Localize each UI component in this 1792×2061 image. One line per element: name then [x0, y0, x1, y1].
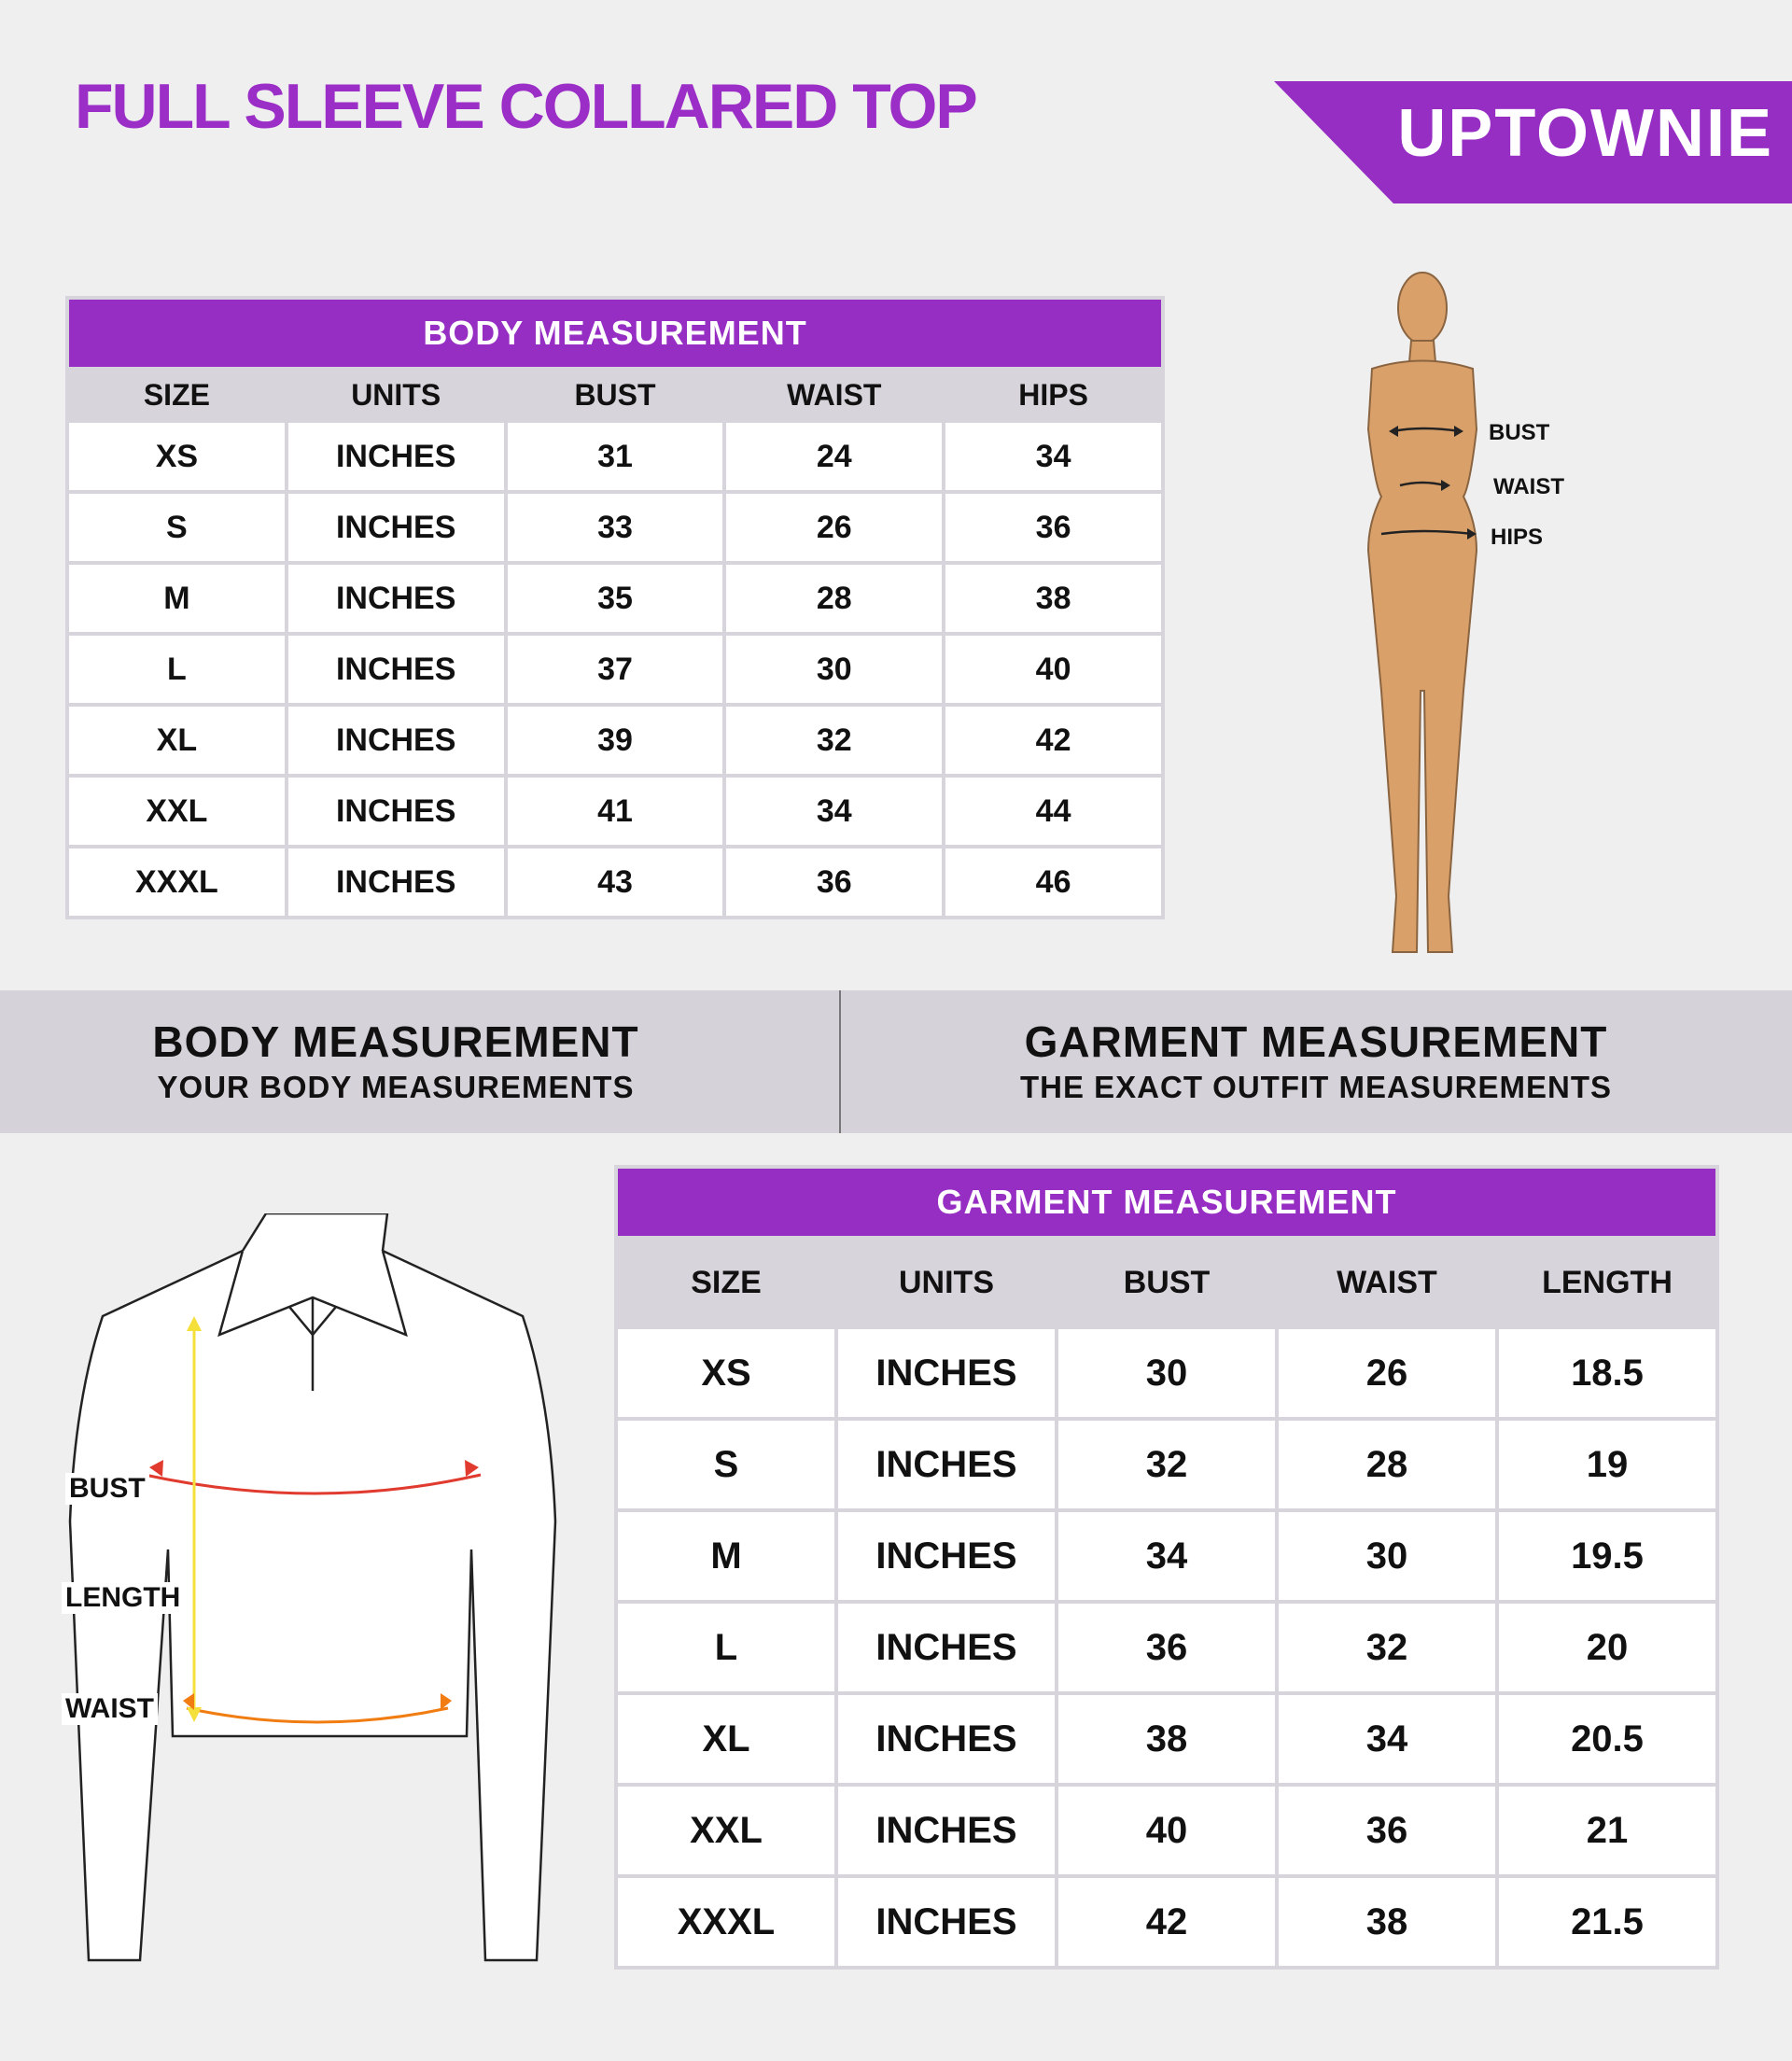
- table-row: [618, 1604, 1715, 1691]
- band-subheading: YOUR BODY MEASUREMENTS: [157, 1069, 635, 1104]
- page-title: FULL SLEEVE COLLARED TOP: [75, 71, 976, 142]
- size-cell: M: [69, 565, 285, 632]
- length-label: LENGTH: [62, 1582, 184, 1614]
- hips-cell: 42: [945, 707, 1161, 774]
- units-cell: INCHES: [838, 1878, 1055, 1966]
- body-figure: [1344, 252, 1605, 975]
- length-cell: 20: [1499, 1604, 1715, 1691]
- bust-cell: 30: [1058, 1329, 1275, 1417]
- units-cell: INCHES: [288, 565, 504, 632]
- hips-cell: 44: [945, 778, 1161, 845]
- size-cell: XL: [618, 1695, 834, 1783]
- bust-label: BUST: [65, 1473, 149, 1505]
- units-cell: INCHES: [288, 423, 504, 490]
- bust-cell: 36: [1058, 1604, 1275, 1691]
- size-cell: L: [69, 636, 285, 703]
- section-band: [0, 990, 1792, 1133]
- garment-measurement-table: [614, 1165, 1719, 1970]
- table-row: [69, 778, 1161, 845]
- waist-cell: 38: [1279, 1878, 1495, 1966]
- waist-label: WAIST: [62, 1693, 158, 1725]
- column-header: WAIST: [1279, 1240, 1495, 1325]
- size-cell: XS: [69, 423, 285, 490]
- body-table-header-row: [69, 371, 1161, 419]
- garment-table-heading: GARMENT MEASUREMENT: [618, 1169, 1715, 1236]
- band-heading: BODY MEASUREMENT: [152, 1017, 639, 1066]
- body-measurement-table: [65, 296, 1165, 919]
- column-header: BUST: [508, 371, 723, 419]
- band-subheading: THE EXACT OUTFIT MEASUREMENTS: [1019, 1069, 1612, 1104]
- table-row: [69, 565, 1161, 632]
- units-cell: INCHES: [288, 778, 504, 845]
- units-cell: INCHES: [838, 1512, 1055, 1600]
- table-row: [618, 1421, 1715, 1508]
- waist-cell: 32: [1279, 1604, 1495, 1691]
- column-header: SIZE: [618, 1240, 834, 1325]
- bust-cell: 33: [508, 494, 723, 561]
- size-cell: XXXL: [69, 848, 285, 916]
- units-cell: INCHES: [288, 707, 504, 774]
- waist-cell: 34: [726, 778, 942, 845]
- units-cell: INCHES: [288, 494, 504, 561]
- waist-label: WAIST: [1493, 474, 1564, 499]
- size-cell: XXXL: [618, 1878, 834, 1966]
- table-row: [69, 848, 1161, 916]
- length-cell: 21.5: [1499, 1878, 1715, 1966]
- units-cell: INCHES: [288, 848, 504, 916]
- waist-cell: 28: [726, 565, 942, 632]
- column-header: UNITS: [838, 1240, 1055, 1325]
- waist-cell: 30: [726, 636, 942, 703]
- waist-cell: 24: [726, 423, 942, 490]
- garment-measurement-caption: [840, 1018, 1792, 1105]
- bust-cell: 32: [1058, 1421, 1275, 1508]
- table-row: [69, 494, 1161, 561]
- hips-cell: 38: [945, 565, 1161, 632]
- bust-cell: 39: [508, 707, 723, 774]
- size-cell: S: [69, 494, 285, 561]
- units-cell: INCHES: [838, 1695, 1055, 1783]
- size-cell: XXL: [618, 1787, 834, 1874]
- mannequin-illustration: [1344, 252, 1605, 971]
- length-cell: 19.5: [1499, 1512, 1715, 1600]
- bust-label: BUST: [1489, 420, 1550, 445]
- bust-cell: 31: [508, 423, 723, 490]
- column-header: UNITS: [288, 371, 504, 419]
- waist-cell: 36: [1279, 1787, 1495, 1874]
- table-row: [69, 423, 1161, 490]
- length-cell: 18.5: [1499, 1329, 1715, 1417]
- table-row: [69, 707, 1161, 774]
- units-cell: INCHES: [838, 1329, 1055, 1417]
- band-heading: GARMENT MEASUREMENT: [1024, 1017, 1608, 1066]
- column-header: LENGTH: [1499, 1240, 1715, 1325]
- table-row: [618, 1787, 1715, 1874]
- waist-cell: 26: [1279, 1329, 1495, 1417]
- bust-cell: 37: [508, 636, 723, 703]
- units-cell: INCHES: [838, 1421, 1055, 1508]
- waist-cell: 28: [1279, 1421, 1495, 1508]
- table-row: [618, 1695, 1715, 1783]
- units-cell: INCHES: [838, 1604, 1055, 1691]
- units-cell: INCHES: [288, 636, 504, 703]
- size-cell: M: [618, 1512, 834, 1600]
- waist-cell: 26: [726, 494, 942, 561]
- bust-cell: 43: [508, 848, 723, 916]
- column-header: BUST: [1058, 1240, 1275, 1325]
- hips-cell: 46: [945, 848, 1161, 916]
- column-header: HIPS: [945, 371, 1161, 419]
- column-header: WAIST: [726, 371, 942, 419]
- column-header: SIZE: [69, 371, 285, 419]
- garment-table-header-row: [618, 1240, 1715, 1325]
- bust-cell: 41: [508, 778, 723, 845]
- size-cell: XS: [618, 1329, 834, 1417]
- brand-banner: [1274, 81, 1792, 203]
- table-row: [618, 1878, 1715, 1966]
- length-cell: 19: [1499, 1421, 1715, 1508]
- body-table-heading: BODY MEASUREMENT: [69, 300, 1161, 367]
- waist-cell: 32: [726, 707, 942, 774]
- brand-logo-text: UPTOWNIE: [1397, 96, 1773, 171]
- shirt-figure: [47, 1213, 569, 1974]
- waist-cell: 30: [1279, 1512, 1495, 1600]
- body-measurement-caption: [0, 1018, 791, 1105]
- bust-cell: 42: [1058, 1878, 1275, 1966]
- table-row: [618, 1329, 1715, 1417]
- length-cell: 21: [1499, 1787, 1715, 1874]
- hips-cell: 34: [945, 423, 1161, 490]
- bust-cell: 34: [1058, 1512, 1275, 1600]
- hips-cell: 40: [945, 636, 1161, 703]
- size-cell: L: [618, 1604, 834, 1691]
- hips-cell: 36: [945, 494, 1161, 561]
- size-cell: XXL: [69, 778, 285, 845]
- length-cell: 20.5: [1499, 1695, 1715, 1783]
- bust-cell: 35: [508, 565, 723, 632]
- hips-label: HIPS: [1491, 525, 1544, 550]
- bust-cell: 38: [1058, 1695, 1275, 1783]
- waist-cell: 34: [1279, 1695, 1495, 1783]
- table-row: [618, 1512, 1715, 1600]
- units-cell: INCHES: [838, 1787, 1055, 1874]
- table-row: [69, 636, 1161, 703]
- size-cell: XL: [69, 707, 285, 774]
- bust-cell: 40: [1058, 1787, 1275, 1874]
- size-cell: S: [618, 1421, 834, 1508]
- waist-cell: 36: [726, 848, 942, 916]
